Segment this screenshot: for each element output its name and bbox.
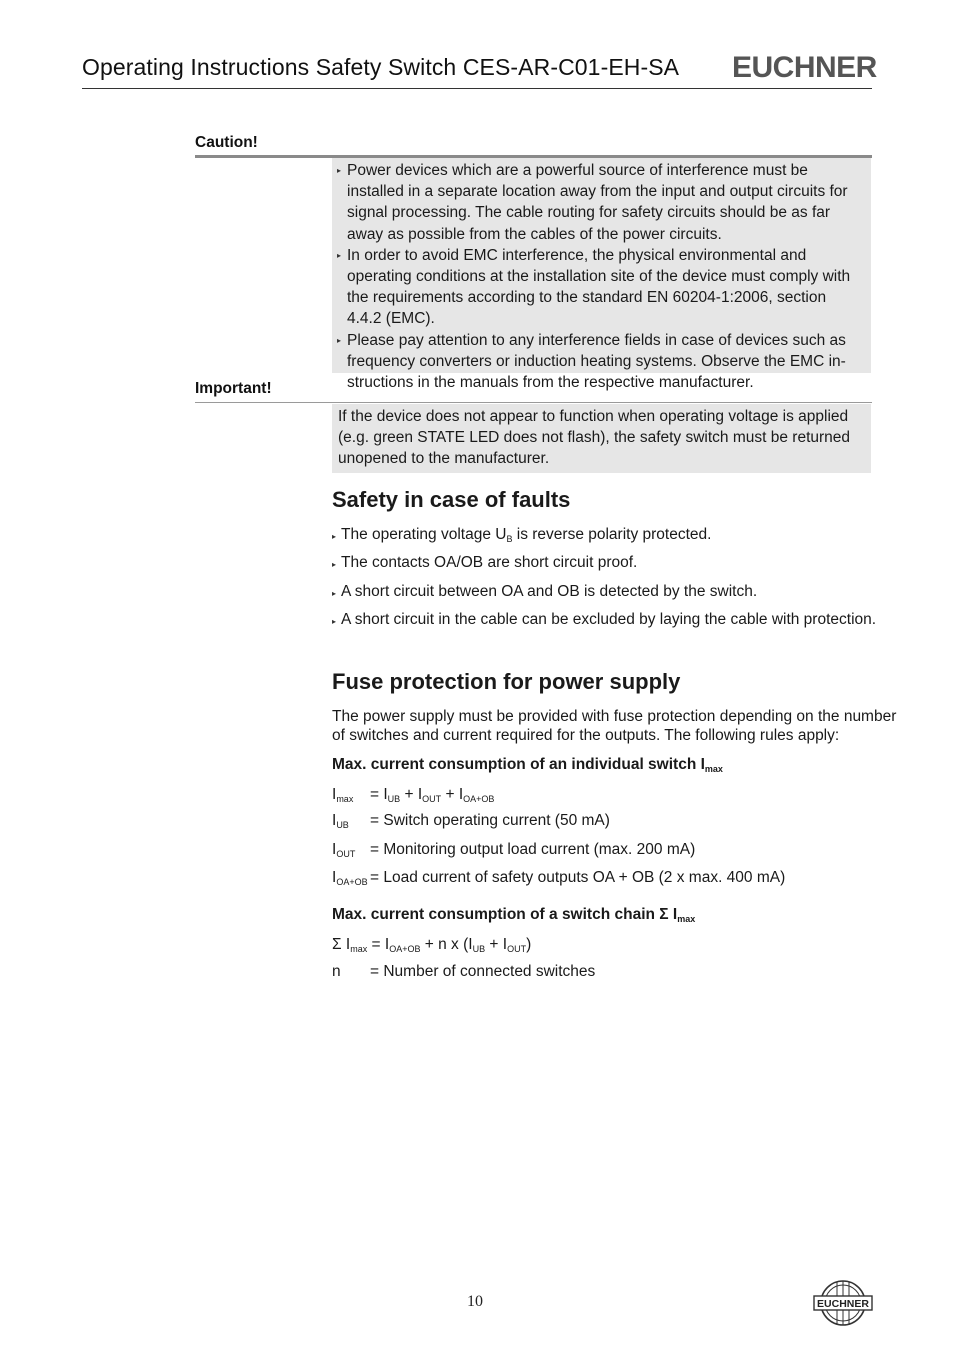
faults-item-text: is reverse polarity protected.	[512, 526, 712, 543]
caution-item-text: Power devices which are a powerful source of interference must be installed in a separate location away from the input and output circuits for signal processing. The cable routing for safety circuits should be as far away as possible from the cables of the power circuits.	[347, 162, 848, 243]
faults-item-text: A short circuit in the cable can be excluded by laying the cable with protection.	[341, 611, 877, 628]
subscript: max	[704, 764, 723, 774]
faults-item	[332, 583, 757, 604]
triangle-right-icon: ▸	[337, 250, 342, 260]
page-number: 10	[467, 1293, 483, 1310]
formula-imax: = $I_{UB} + I_{OUT} + I_{OA+OB}$	[370, 786, 495, 804]
heading-text: Max. current consumption of a switch chain Σ I	[332, 906, 678, 923]
faults-item	[332, 554, 637, 575]
faults-heading: Safety in case of faults	[332, 487, 571, 512]
important-box: If the device does not appear to function when operating voltage is applied (e.g. green STATE LED does not flash), the safety switch must be returned unopened to the manufacturer.	[332, 404, 871, 473]
def-symbol: n	[332, 963, 341, 980]
def-text: = Monitoring output load current (max. 200 mA)	[370, 841, 696, 858]
subscript: max	[677, 914, 696, 924]
triangle-right-icon: ▸	[332, 532, 337, 541]
faults-item-text: A short circuit between OA and OB is detected by the switch.	[341, 583, 758, 600]
fuse-intro-line: of switches and current required for the outputs. The following rules apply:	[332, 727, 840, 744]
caution-item	[337, 160, 861, 245]
caution-item-text: In order to avoid EMC interference, the physical environmental and operating conditions at the installation site of the device must comply with the requirements according to the standard EN 60204-1:2006, section 4.4.2 (EMC).	[347, 246, 851, 328]
def-symbol: $I_{UB}$	[332, 812, 349, 830]
def-text: = Load current of safety outputs OA + OB (2 x max. 400 mA)	[370, 869, 786, 886]
triangle-right-icon: ▸	[337, 335, 342, 345]
caution-item-text: Please pay attention to any interference fields in case of devices such as frequency converters or induction heating systems. Observe the EMC instructions in the manuals from the respective manufacturer.	[347, 331, 846, 392]
triangle-right-icon: ▸	[332, 617, 337, 626]
header-rule	[82, 88, 872, 89]
caution-box	[332, 158, 871, 392]
formula-chain: Σ $I_{max} = I_{OA+OB} + n$ x $(I_{UB} + I_{OUT})$	[332, 936, 532, 954]
def-symbol: $I_{OUT}$	[332, 841, 356, 859]
caution-item	[337, 330, 861, 394]
def-symbol: $I_{max}$	[332, 786, 354, 804]
euchner-emblem-icon	[812, 1278, 874, 1328]
document-title: Operating Instructions Safety Switch CES-AR-C01-EH-SA	[82, 54, 680, 80]
fuse-heading: Fuse protection for power supply	[332, 669, 681, 694]
triangle-right-icon: ▸	[332, 589, 337, 598]
individual-switch-heading	[332, 756, 723, 774]
euchner-logo: EUCHNER	[732, 51, 877, 84]
faults-item	[332, 611, 876, 632]
important-label: Important!	[195, 380, 272, 397]
faults-item	[332, 526, 711, 547]
switch-chain-heading	[332, 906, 695, 924]
faults-item-text: The contacts OA/OB are short circuit proof.	[341, 554, 638, 571]
def-text: = Number of connected switches	[370, 963, 596, 980]
caution-item	[337, 245, 861, 330]
subscript: B	[506, 534, 513, 544]
def-symbol: $I_{OA+OB}$	[332, 869, 368, 887]
faults-item-text: The operating voltage U	[341, 526, 507, 543]
heading-text: Max. current consumption of an individual switch I	[332, 756, 705, 773]
important-rule	[195, 402, 872, 403]
svg-text:EUCHNER: EUCHNER	[817, 1298, 869, 1310]
triangle-right-icon: ▸	[332, 560, 337, 569]
triangle-right-icon: ▸	[337, 166, 342, 175]
def-text: = Switch operating current (50 mA)	[370, 812, 610, 829]
fuse-intro-line: The power supply must be provided with fuse protection depending on the number	[332, 708, 897, 725]
caution-label: Caution!	[195, 134, 258, 151]
